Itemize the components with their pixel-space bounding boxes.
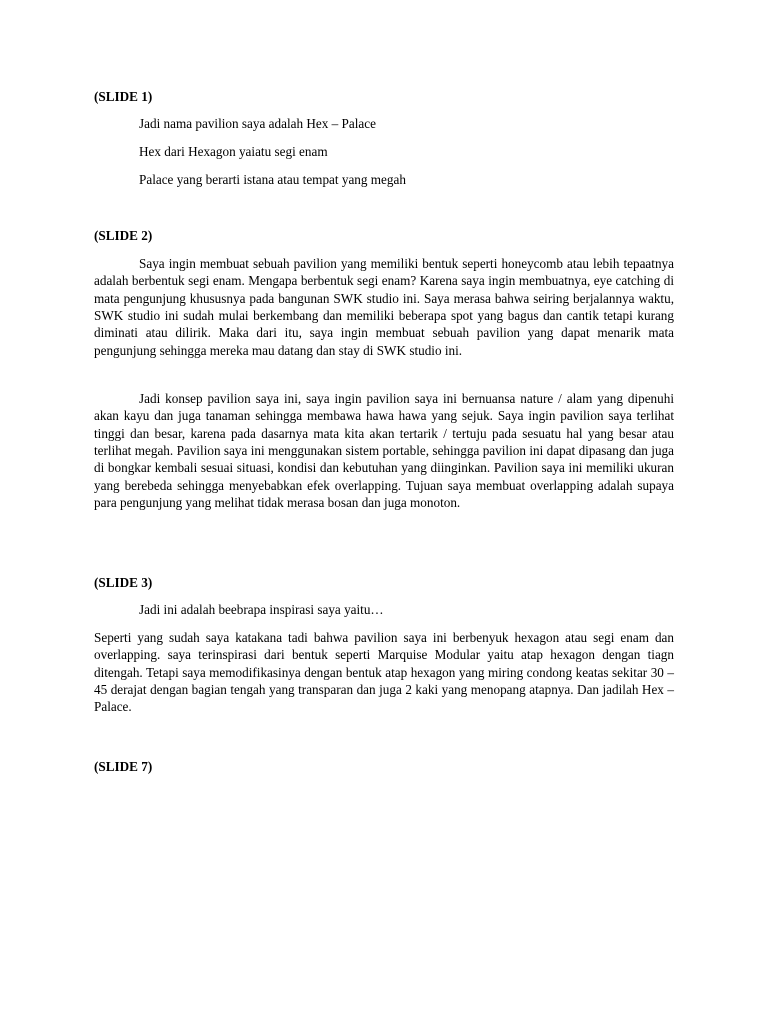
- slide-7-heading: (SLIDE 7): [94, 759, 153, 774]
- slide-1-line-2: Hex dari Hexagon yaiatu segi enam: [139, 144, 328, 159]
- slide-1-line-1: Jadi nama pavilion saya adalah Hex – Palace: [139, 116, 376, 131]
- slide-1-line-3: Palace yang berarti istana atau tempat yang megah: [139, 172, 406, 187]
- slide-2-paragraph-1: Saya ingin membuat sebuah pavilion yang memiliki bentuk seperti honeycomb atau lebih tepaatnya adalah berbentuk segi enam. Mengapa berbentuk segi enam? Karena saya ingin membuatnya, eye catching di mata pengunjung khususnya pada bangunan SWK studio ini. Saya merasa bahwa seiring berjalannya waktu, SWK studio ini sudah mulai berkembang dan memiliki beberapa spot yang bagus dan cantik tetapi kurang diminati atau dilirik. Maka dari itu, saya ingin membuat sebuah pavilion yang dapat menarik mata pengunjung sehingga mereka mau datang dan stay di SWK studio ini.: [94, 256, 674, 358]
- slide-2-heading: (SLIDE 2): [94, 228, 153, 243]
- slide-1-heading: (SLIDE 1): [94, 89, 153, 104]
- slide-2-paragraph-2: Jadi konsep pavilion saya ini, saya ingin pavilion saya ini bernuansa nature / alam yang dipenuhi akan kayu dan juga tanaman sehingga membawa hawa hawa yang sejuk. Saya ingin pavilion saya terlihat tinggi dan besar, karena pada dasarnya mata kita akan tertarik / tertuju pada sesuatu hal yang besar atau terlihat megah. Pavilion saya ini menggunakan sistem portable, sehingga pavilion ini dapat dipasang dan juga di bongkar kembali sesuai situasi, kondisi dan kebutuhan yang diinginkan. Pavilion saya ini memiliki ukuran yang berebeda sehingga menyebabkan efek overlapping. Tujuan saya membuat overlapping adalah supaya para pengunjung yang melihat tidak merasa bosan dan juga monoton.: [94, 391, 674, 511]
- slide-3-line: Jadi ini adalah beebrapa inspirasi saya yaitu…: [139, 602, 384, 617]
- slide-3-paragraph: Seperti yang sudah saya katakana tadi bahwa pavilion saya ini berbenyuk hexagon atau segi enam dan overlapping. saya terinspirasi dari bentuk seperti Marquise Modular yaitu atap hexagon dengan tiagn ditengah. Tetapi saya memodifikasinya dengan bentuk atap hexagon yang miring condong keatas sekitar 30 – 45 derajat dengan bagian tengah yang transparan dan juga 2 kaki yang menopang atapnya. Dan jadilah Hex – Palace.: [94, 630, 674, 715]
- slide-3-heading: (SLIDE 3): [94, 575, 153, 590]
